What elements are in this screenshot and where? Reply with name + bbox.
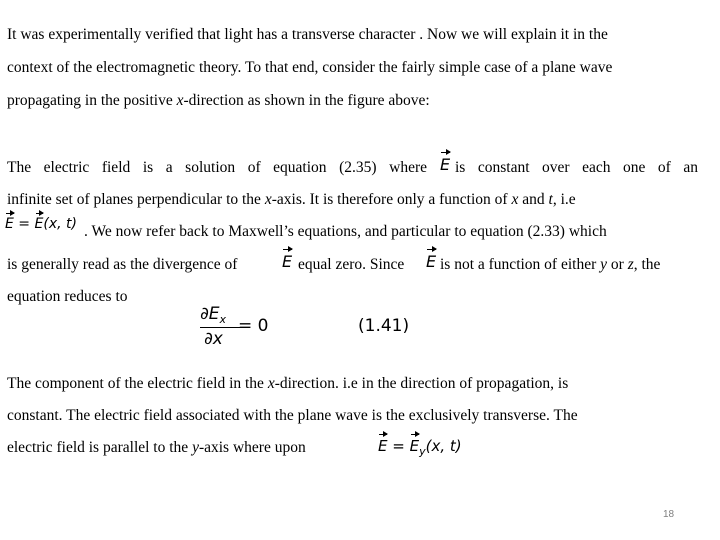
text-segment: -axis. It is therefore only a function of (271, 191, 512, 208)
text-segment: -direction. i.e in the direction of propagation, is (274, 375, 569, 392)
variable-t: t (548, 191, 553, 208)
text-segment: electric field is parallel to the (7, 439, 193, 456)
page-number: 18 (663, 509, 675, 520)
arguments: (x, t) (425, 437, 462, 455)
text-segment: equation reduces to (7, 288, 128, 305)
text-segment: . We now refer back to Maxwell’s equations, and particular to equation (2.33) which (84, 223, 607, 240)
word: equation (273, 159, 327, 176)
variable-y: y (192, 439, 199, 456)
vector-e-symbol (426, 252, 436, 271)
text-segment: -direction as shown in the figure above: (183, 92, 430, 109)
paragraph-3-line-2 (7, 406, 578, 426)
paragraph-1-line-1 (7, 25, 608, 45)
word: an (683, 159, 698, 176)
paragraph-2-line-4-part-3 (440, 255, 660, 275)
text-segment: , the (633, 256, 661, 273)
text-segment: is not a function of either (440, 256, 601, 273)
text-segment: infinite set of planes perpendicular to the (7, 191, 265, 208)
inline-equation-e-of-x-t (5, 216, 77, 232)
text-segment: or (607, 256, 628, 273)
word: one (623, 159, 646, 176)
text-segment: propagating in the positive (7, 92, 177, 109)
word: solution (185, 159, 236, 176)
word: over (542, 159, 570, 176)
variable-x: x (176, 92, 184, 109)
variable-x: x (511, 191, 519, 208)
word: is (455, 159, 466, 176)
variable-y: y (600, 256, 608, 273)
paragraph-2-line-1-part-2 (455, 158, 698, 178)
arguments: (x, t) (43, 216, 77, 232)
subscript-y: y (419, 445, 426, 458)
equation-e-y-of-x-t (378, 437, 462, 458)
vector-e-symbol (440, 155, 450, 174)
vector-e: E (409, 437, 420, 455)
vector-e: E (440, 155, 451, 174)
word: a (165, 159, 173, 176)
variable-z: z (627, 256, 634, 273)
word: of (247, 159, 261, 176)
word: where (389, 159, 427, 176)
equals-sign: = (387, 437, 410, 455)
text-segment: equal zero. Since (298, 256, 405, 273)
paragraph-1-line-3 (7, 91, 430, 111)
vector-e: E (5, 216, 14, 232)
text-segment: -axis where upon (198, 439, 306, 456)
vector-e: E (378, 437, 388, 455)
paragraph-2-line-1-part-1 (7, 158, 427, 178)
word: The (7, 159, 32, 176)
vector-e-symbol (282, 252, 292, 271)
word: is (142, 159, 154, 176)
subscript-x: x (219, 313, 227, 326)
fraction-denominator: ∂x (204, 329, 223, 349)
word: (2.35) (339, 159, 377, 176)
word: of (657, 159, 671, 176)
text-segment: is generally read as the divergence of (7, 256, 238, 273)
vector-e: E (426, 252, 437, 271)
paragraph-2-line-4-part-2 (298, 255, 404, 275)
text-segment: The component of the electric field in the (7, 375, 268, 392)
paragraph-2-line-3 (84, 222, 607, 242)
paragraph-3-line-3 (7, 438, 306, 458)
equals-sign: = (13, 216, 35, 232)
vector-e: E (282, 252, 293, 271)
word: electric (43, 159, 90, 176)
text-segment: constant. The electric field associated with the plane wave is the exclusively transverse. The (7, 407, 578, 424)
variable-x: x (267, 375, 275, 392)
paragraph-3-line-1 (7, 374, 568, 394)
paragraph-2-line-4-part-1 (7, 255, 237, 275)
paragraph-1-line-2 (7, 58, 612, 78)
text-segment: , i.e (552, 191, 576, 208)
equation-rhs: = 0 (238, 316, 269, 336)
text-segment: and (518, 191, 549, 208)
equation-number: (1.41) (358, 316, 410, 336)
variable-x: x (264, 191, 272, 208)
vector-e: E (34, 216, 44, 232)
paragraph-2-line-5 (7, 287, 128, 307)
fraction-numerator (200, 304, 226, 324)
partial-e: ∂E (200, 304, 220, 324)
word: each (582, 159, 611, 176)
word: constant (477, 159, 530, 176)
text-segment: It was experimentally verified that light has a transverse character . Now we will explain it in the (7, 26, 608, 43)
text-segment: context of the electromagnetic theory. To that end, consider the fairly simple case of a plane wave (7, 59, 613, 76)
word: field (101, 159, 131, 176)
paragraph-2-line-2 (7, 190, 576, 210)
